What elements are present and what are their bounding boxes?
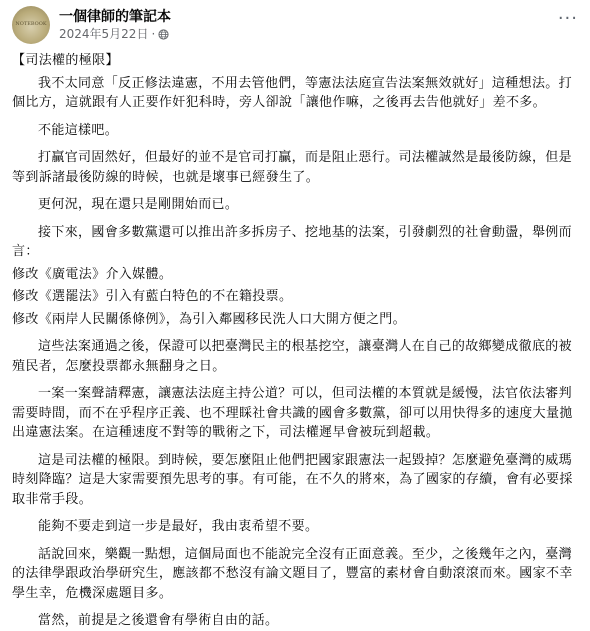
post-paragraph: 這是司法權的極限。到時候，要怎麼阻止他們把國家跟憲法一起毀掉？怎麼避免臺灣的威瑪時刻降臨？這是大家需要預先思考的事。有可能，在不久的將來，為了國家的存續，會有必要採取非常手段。 [12, 452, 573, 507]
post-paragraph: 當然，前提是之後還會有學術自由的話。 [38, 613, 279, 628]
post-date[interactable]: 2024年5月22日 [59, 27, 149, 41]
post-paragraph: 更何況，現在還只是剛開始而已。 [38, 197, 239, 212]
post-paragraph: 一案一案聲請釋憲，讓憲法法庭主持公道？可以，但司法權的本質就是緩慢，法官依法審判需要時間，而不在乎程序正義、也不理睬社會共識的國會多數黨，卻可以用快得多的速度大量拋出違憲法案。在這種速度不對等的戰術之下，司法權遲早會被玩到超載。 [12, 386, 573, 440]
post-paragraph: 接下來，國會多數黨還可以推出許多拆房子、挖地基的法案，引發劇烈的社會動盪，舉例而言： [12, 224, 573, 259]
globe-icon [158, 29, 169, 40]
post-title: 【司法權的極限】 [12, 53, 119, 68]
post-header [12, 6, 578, 44]
post-paragraph: 修改《兩岸人民關係條例》，為引入鄰國移民洗人口大開方便之門。 [12, 311, 407, 327]
separator-dot: · [151, 27, 156, 41]
post-paragraph: 我不太同意「反正修法違憲，不用去管他們，等憲法法庭宣告法案無效就好」這種想法。打個比方，這就跟有人正要作奸犯科時，旁人卻說「讓他作嘛，之後再去告他就好」差不多。 [12, 75, 573, 110]
post-body [12, 51, 578, 631]
avatar-logo-icon: NOTEBOOK [15, 21, 47, 27]
page-name[interactable]: 一個律師的筆記本 [59, 9, 171, 25]
more-options-button[interactable]: ··· [557, 8, 578, 29]
post-subline [59, 26, 171, 42]
post-paragraph: 修改《選罷法》引入有藍白特色的不在籍投票。 [12, 289, 293, 304]
post-paragraph: 這些法案通過之後，保證可以把臺灣民主的根基挖空，讓臺灣人在自己的故鄉變成徹底的被殖民者，怎麼投票都永無翻身之日。 [12, 339, 573, 374]
post-paragraph: 修改《廣電法》介入媒體。 [12, 266, 173, 282]
post-meta [59, 8, 171, 42]
post-paragraph: 話說回來，樂觀一點想，這個局面也不能說完全沒有正面意義。至少，之後幾年之內，臺灣的法律學跟政治學研究生，應該都不愁沒有論文題目了，豐富的素材會自動滾滾而來。國家不幸學生幸，危機深處題目多。 [12, 546, 573, 601]
post-paragraph: 能夠不要走到這一步是最好，我由衷希望不要。 [38, 519, 319, 534]
post-paragraph: 不能這樣吧。 [38, 122, 119, 138]
post-paragraph: 打贏官司固然好，但最好的並不是官司打贏，而是阻止惡行。司法權誠然是最後防線，但是等到訴諸最後防線的時候，也就是壞事已經發生了。 [12, 150, 573, 185]
avatar[interactable] [12, 6, 50, 44]
